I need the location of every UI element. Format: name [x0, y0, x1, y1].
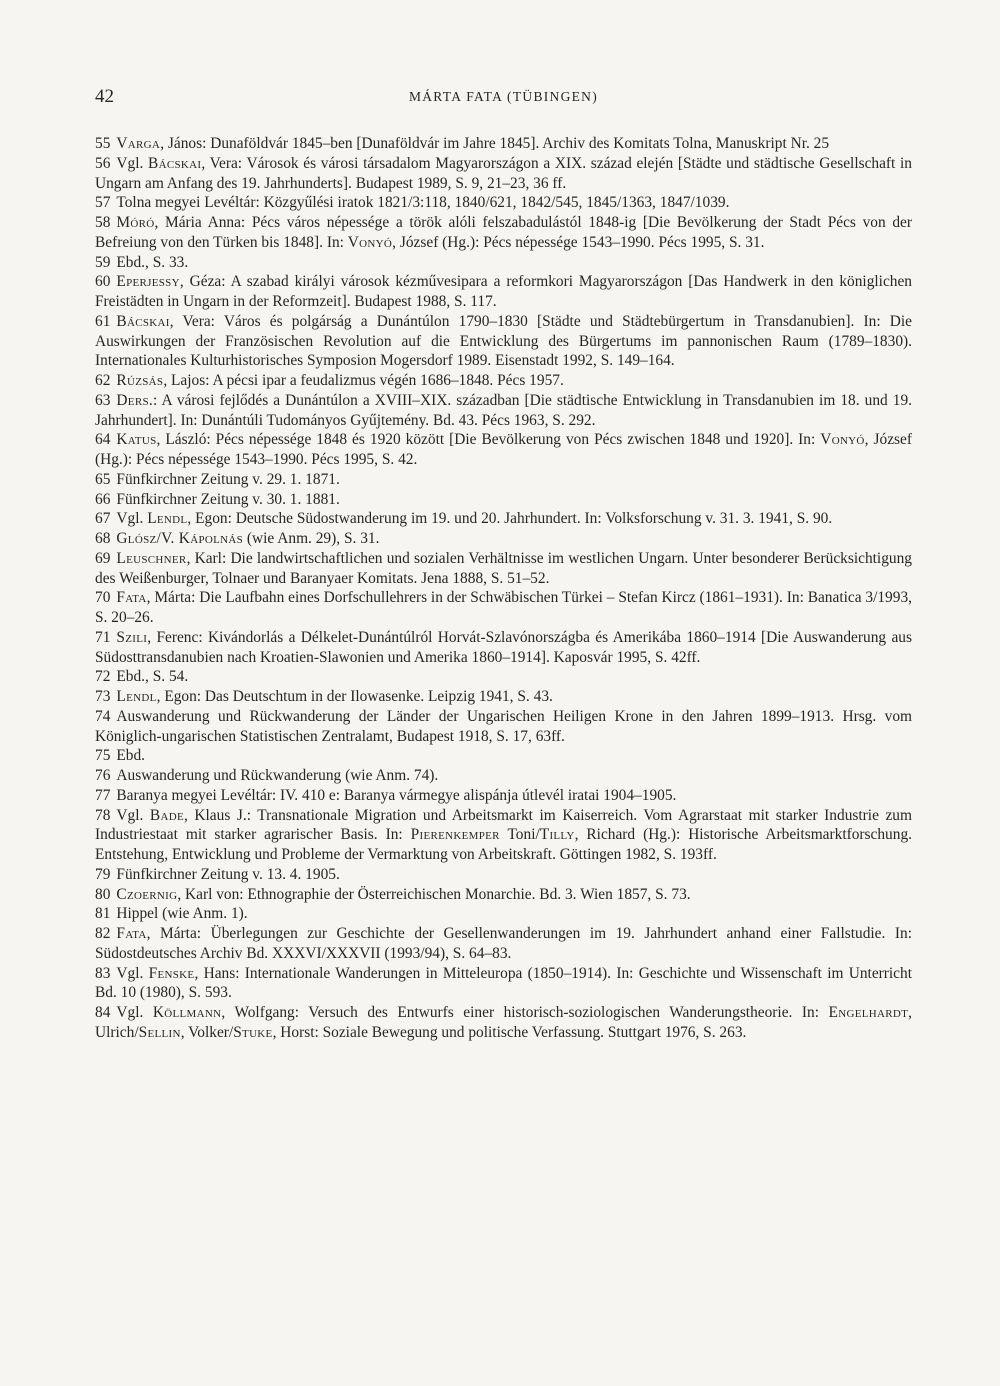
endnote-text: , Horst: Soziale Bewegung und politische Verfassung. Stuttgart 1976, S. 263.	[272, 1023, 747, 1041]
author-name: Glósz/V. Kápolnás	[116, 530, 244, 547]
endnote-text: Ebd.	[116, 747, 146, 765]
endnote	[95, 509, 912, 529]
endnote-text: , József (Hg.): Pécs népessége 1543–1990. Pécs 1995, S. 42.	[95, 431, 912, 468]
endnote-text: Vgl.	[116, 1004, 153, 1021]
endnote-text: Vgl.	[116, 510, 148, 528]
author-name: Rúzsás	[116, 372, 164, 389]
endnote	[95, 213, 912, 253]
endnote-number: 76	[95, 767, 111, 784]
endnote-text: (wie Anm. 29), S. 31.	[243, 530, 380, 547]
endnote-text: , Mária Anna: Pécs város népessége a török alóli felszabadulástól 1848-ig [Die Bevölkerung der Stadt Pécs von der Befreiung von den Türken bis 1848]. In:	[95, 214, 912, 251]
author-name: Stuke	[233, 1023, 273, 1041]
author-name: Bácskai	[116, 312, 170, 330]
endnote-text: , Egon: Deutsche Südostwanderung im 19. und 20. Jahrhundert. In: Volksforschung v. 31. 3. 1941, S. 90.	[187, 510, 833, 528]
author-name: Fata	[116, 589, 147, 607]
endnote-text: , László: Pécs népessége 1848 és 1920 között [Die Bevölkerung von Pécs zwischen 1848 und 1920]. In:	[156, 431, 821, 449]
endnote	[95, 885, 912, 905]
endnote-number: 71	[95, 628, 111, 646]
author-name: Czoernig	[116, 885, 178, 903]
endnote	[95, 391, 912, 431]
endnote-number: 80	[95, 885, 111, 903]
endnote	[95, 1003, 912, 1043]
endnote-number: 57	[95, 194, 111, 212]
endnote	[95, 667, 912, 687]
endnote	[95, 687, 912, 707]
endnote-number: 69	[95, 549, 111, 567]
endnote-number: 79	[95, 865, 111, 883]
endnote	[95, 490, 912, 510]
author-name: Köllmann	[152, 1004, 222, 1021]
page-header	[95, 86, 912, 114]
author-name: Lendl	[147, 510, 188, 528]
author-name: Lendl	[116, 688, 157, 705]
endnote-text: Toni/	[499, 826, 540, 844]
endnote	[95, 806, 912, 865]
author-name: Szili	[116, 628, 148, 646]
endnote	[95, 707, 912, 747]
endnote-number: 70	[95, 589, 111, 607]
endnote	[95, 272, 912, 312]
endnote-text: , Karl: Die landwirtschaftlichen und sozialen Verhältnisse im westlichen Ungarn. Unter besonderer Berücksichtigung des Weißenburger, Tolnaer und Baranyaer Komitats. Jena 1888, S. 51–52.	[95, 549, 912, 587]
endnote-text: Ebd., S. 54.	[116, 668, 189, 686]
endnote-text: Fünfkirchner Zeitung v. 29. 1. 1871.	[116, 470, 340, 488]
endnote-number: 82	[95, 925, 111, 942]
endnote	[95, 154, 912, 194]
endnote-text: Vgl.	[116, 806, 150, 824]
endnote-text: Tolna megyei Levéltár: Közgyűlési iratok 1821/3:118, 1840/621, 1842/545, 1845/1363, 1847/1039.	[116, 194, 730, 212]
author-name: Eperjessy	[116, 273, 180, 291]
endnote-text: , Wolfgang: Versuch des Entwurfs einer historisch-soziologischen Wanderungstheorie. In:	[221, 1004, 829, 1021]
author-name: Pierenkemper	[410, 826, 500, 844]
endnote-number: 84	[95, 1004, 111, 1021]
endnote-text: , Egon: Das Deutschtum in der Ilowasenke. Leipzig 1941, S. 43.	[156, 688, 553, 705]
endnote-text: Fünfkirchner Zeitung v. 30. 1. 1881.	[116, 490, 340, 508]
endnote	[95, 470, 912, 490]
author-name: Fenske	[148, 964, 195, 982]
endnote	[95, 628, 912, 668]
endnote-text: Baranya megyei Levéltár: IV. 410 e: Baranya vármegye alispánja útlevél iratai 1904–1905.	[116, 786, 677, 804]
endnote-text: Vgl.	[116, 964, 149, 982]
author-name: Bácskai	[148, 154, 202, 172]
endnote-text: , János: Dunaföldvár 1845–ben [Dunaföldvár im Jahre 1845]. Archiv des Komitats Tolna, Manuskript Nr. 25	[160, 135, 830, 152]
endnote-number: 63	[95, 391, 111, 409]
endnote	[95, 786, 912, 806]
author-name: Tilly	[539, 826, 575, 844]
endnote	[95, 371, 912, 391]
endnote	[95, 193, 912, 213]
endnote	[95, 588, 912, 628]
page-number: 42	[95, 86, 114, 107]
endnote-text: Auswanderung und Rückwanderung (wie Anm. 74).	[116, 767, 439, 784]
endnote-text: : A városi fejlődés a Dunántúlon a XVIII–XIX. században [Die städtische Entwicklung in Transdanubien im 18. und 19. Jahrhundert]. In: Dunántúli Tudományos Gyűjtemény. Bd. 43. Pécs 1963, S. 292.	[95, 391, 912, 429]
endnote-number: 66	[95, 490, 111, 508]
author-name: Vonyó	[820, 431, 865, 449]
author-name: Bade	[149, 806, 184, 824]
author-name: Vonyó	[347, 233, 393, 251]
endnote-number: 74	[95, 707, 111, 725]
endnote	[95, 253, 912, 273]
endnote-number: 64	[95, 431, 111, 449]
endnote-text: Auswanderung und Rückwanderung der Länder der Ungarischen Heiligen Krone in den Jahren 1899–1913. Hrsg. vom Königlich-ungarischen Statistischen Zentralamt, Budapest 1918, S. 17, 63ff.	[95, 707, 912, 745]
author-name: Varga	[116, 135, 161, 152]
endnote-text: , Vera: Város és polgárság a Dunántúlon 1790–1830 [Städte und Städtebürgertum in Transdanubien]. In: Die Auswirkungen der Französischen Revolution auf die Entwicklung des Bürgertums im pannonischen Raum (1789–1830). Internationales Kulturhistorisches Symposion Mogersdorf 1989. Eisenstadt 1992, S. 149–164.	[95, 312, 912, 370]
endnote-number: 65	[95, 470, 111, 488]
author-name: Katus	[116, 431, 157, 449]
author-name: Ders.	[116, 391, 154, 409]
endnote-text: , Klaus J.: Transnationale Migration und Arbeitsmarkt im Kaiserreich. Vom Agrarstaat mit starker Industrie zum Industriestaat mit starker agrarischer Basis. In:	[95, 806, 912, 844]
endnote-number: 59	[95, 253, 111, 271]
endnote	[95, 430, 912, 470]
endnote-text: , Géza: A szabad királyi városok kézművesipara a reformkori Magyarországon [Das Handwerk in den königlichen Freistädten in Ungarn in der Reformzeit]. Budapest 1988, S. 117.	[95, 273, 912, 310]
endnote-number: 62	[95, 372, 111, 389]
endnote-text: , Hans: Internationale Wanderungen in Mitteleuropa (1850–1914). In: Geschichte und Wissenschaft im Unterricht Bd. 10 (1980), S. 593.	[95, 964, 912, 1002]
endnote-text: Ebd., S. 33.	[116, 253, 189, 271]
endnote-number: 73	[95, 688, 111, 705]
endnote-text: , Ulrich/	[95, 1004, 912, 1041]
endnote-text: , Márta: Überlegungen zur Geschichte der Gesellenwanderungen im 19. Jahrhundert anhand einer Fallstudie. In: Südostdeutsches Archiv Bd. XXXVI/XXXVII (1993/94), S. 64–83.	[95, 925, 912, 962]
endnote-number: 58	[95, 214, 111, 231]
endnote	[95, 766, 912, 786]
endnote-number: 55	[95, 135, 111, 152]
endnote	[95, 746, 912, 766]
endnote	[95, 529, 912, 549]
author-name: Engelhardt	[828, 1004, 909, 1021]
endnote-number: 83	[95, 964, 111, 982]
endnote-number: 56	[95, 154, 111, 172]
endnote-text: , Karl von: Ethnographie der Österreichischen Monarchie. Bd. 3. Wien 1857, S. 73.	[177, 885, 691, 903]
author-name: Leuschner	[116, 549, 187, 567]
endnote-text: Vgl.	[116, 154, 149, 172]
endnotes-list	[95, 134, 912, 1043]
endnote-text: Hippel (wie Anm. 1).	[116, 905, 248, 923]
endnote-number: 75	[95, 747, 111, 765]
endnote	[95, 312, 912, 371]
author-name: Fata	[116, 925, 147, 942]
endnote	[95, 924, 912, 964]
endnote-text: , Vera: Városok és városi társadalom Magyarországon a XIX. század elején [Städte und städtische Gesellschaft in Ungarn am Anfang des 19. Jahrhunderts]. Budapest 1989, S. 9, 21–23, 36 ff.	[95, 154, 912, 192]
running-head: MÁRTA FATA (TÜBINGEN)	[408, 89, 599, 104]
endnote	[95, 865, 912, 885]
endnote	[95, 964, 912, 1004]
endnote-text: , József (Hg.): Pécs népessége 1543–1990. Pécs 1995, S. 31.	[392, 233, 765, 251]
endnote-number: 72	[95, 668, 111, 686]
endnote-text: , Ferenc: Kivándorlás a Délkelet-Dunántúlról Horvát-Szlavónországba és Amerikába 1860–1914 [Die Auswanderung aus Südosttransdanubien nach Kroatien-Slawonien und Amerika 1860–1914]. Kaposvár 1995, S. 42ff.	[95, 628, 912, 666]
endnote	[95, 134, 912, 154]
endnote-text: , Richard (Hg.): Historische Arbeitsmarktforschung. Entstehung, Entwicklung und Probleme der Vermarktung von Arbeitskraft. Göttingen 1982, S. 193ff.	[95, 826, 912, 863]
author-name: Sellin	[138, 1023, 181, 1041]
endnote-text: Fünfkirchner Zeitung v. 13. 4. 1905.	[116, 865, 340, 883]
endnote-text: , Lajos: A pécsi ipar a feudalizmus végén 1686–1848. Pécs 1957.	[163, 372, 564, 389]
endnote-text: , Volker/	[180, 1023, 234, 1041]
endnote-number: 68	[95, 530, 111, 547]
endnote	[95, 904, 912, 924]
endnote	[95, 549, 912, 589]
endnote-number: 78	[95, 806, 111, 824]
endnote-text: , Márta: Die Laufbahn eines Dorfschullehrers in der Schwäbischen Türkei – Stefan Kircz (1861–1931). In: Banatica 3/1993, S. 20–26.	[95, 589, 912, 626]
endnote-number: 61	[95, 312, 111, 330]
endnote-number: 77	[95, 786, 111, 804]
endnote-number: 81	[95, 905, 111, 923]
endnote-number: 67	[95, 510, 111, 528]
endnote-number: 60	[95, 273, 111, 291]
author-name: Móró	[116, 214, 155, 231]
